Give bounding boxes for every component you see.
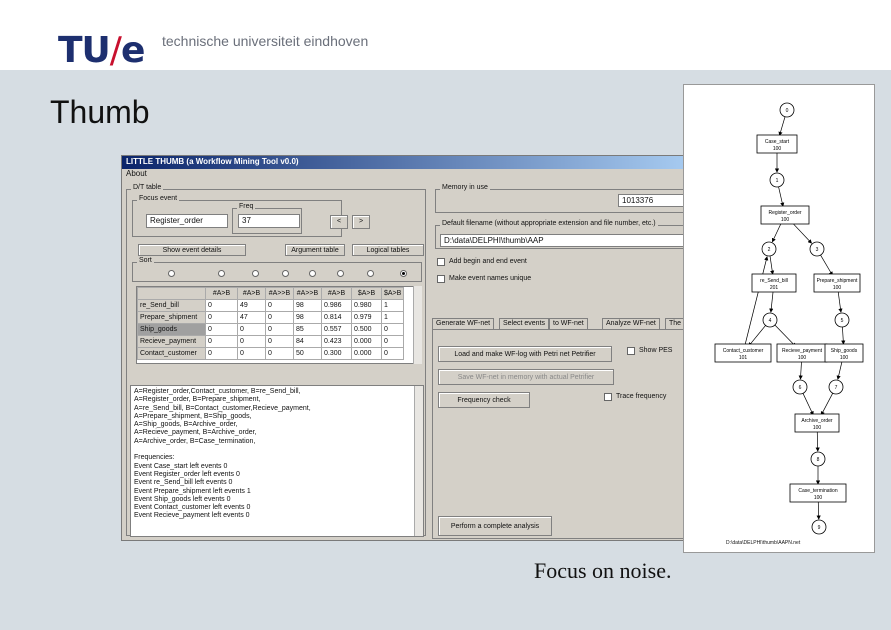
- arc: [821, 255, 833, 275]
- log-line: A=Archive_order, B=Case_termination,: [134, 437, 256, 445]
- freq-label: Freq: [239, 203, 254, 210]
- logical-tables-button[interactable]: Logical tables: [352, 244, 424, 256]
- table-cell: 0: [266, 324, 294, 336]
- table-cell: 0.300: [322, 348, 352, 360]
- focus-event-label: Focus event: [139, 195, 178, 202]
- transition-count: 100: [812, 425, 822, 431]
- add-begin-end-label: Add begin and end event: [449, 258, 527, 265]
- sort-group: [132, 257, 422, 282]
- log-line: A=Recieve_payment, B=Archive_order,: [134, 429, 257, 437]
- unique-names-label: Make event names unique: [449, 275, 532, 282]
- transition-name: Case_start: [764, 139, 790, 145]
- freq-field[interactable]: 37: [238, 214, 300, 228]
- table-column-header[interactable]: #A>B: [206, 288, 238, 300]
- default-filename-field[interactable]: D:\data\DELPHI\thumb\AAP: [440, 234, 684, 247]
- log-line: Event Contact_customer left events 0: [134, 504, 251, 512]
- show-pes-checkbox[interactable]: [627, 347, 635, 355]
- memory-label: Memory in use: [442, 184, 488, 191]
- log-line: A=re_Send_bill, B=Contact_customer,Recieve_payment,: [134, 404, 311, 412]
- sort-radio[interactable]: [400, 270, 407, 277]
- arc: [838, 292, 841, 312]
- table-cell: 98: [294, 300, 322, 312]
- table-column-header[interactable]: $A>B: [352, 288, 382, 300]
- tab[interactable]: Generate WF-net: [432, 318, 494, 329]
- place-label: 7: [834, 385, 838, 391]
- log-line: A=Ship_goods, B=Archive_order,: [134, 421, 238, 429]
- arc: [803, 393, 813, 415]
- table-row[interactable]: [138, 324, 404, 336]
- log-line: A=Register_order, B=Prepare_shipment,: [134, 396, 261, 404]
- transition-name: Archive_order: [801, 418, 833, 424]
- arc: [745, 257, 767, 345]
- table-cell: 0: [206, 348, 238, 360]
- dt-table: [137, 287, 404, 360]
- table-column-header[interactable]: #A>B: [322, 288, 352, 300]
- table-cell: 0: [206, 324, 238, 336]
- transition-name: Register_order: [768, 210, 802, 216]
- log-line: Frequencies:: [134, 454, 175, 462]
- transition-count: 100: [780, 217, 790, 223]
- table-cell: 0.423: [322, 336, 352, 348]
- arc: [772, 223, 781, 242]
- slide-caption: Focus on noise.: [534, 558, 672, 583]
- header-tagline: technische universiteit eindhoven: [162, 33, 369, 49]
- log-lines: [134, 388, 420, 521]
- place-label: 2: [767, 247, 771, 253]
- table-cell: 85: [294, 324, 322, 336]
- table-cell: 0: [382, 336, 404, 348]
- arc: [838, 362, 842, 379]
- row-header-cell: Recieve_payment: [138, 336, 206, 348]
- log-line: Event re_Send_bill left events 0: [134, 479, 233, 487]
- row-header-cell: Contact_customer: [138, 348, 206, 360]
- sort-radio[interactable]: [252, 270, 259, 277]
- sort-radio[interactable]: [282, 270, 289, 277]
- transition-count: 100: [839, 355, 849, 361]
- table-cell: 0: [266, 348, 294, 360]
- log-line: A=Register_order,Contact_customer, B=re_Send_bill,: [134, 388, 301, 395]
- sort-label: Sort: [139, 257, 152, 264]
- table-column-header[interactable]: #A>>B: [294, 288, 322, 300]
- load-make-wf-log-button[interactable]: Load and make WF-log with Petri net Petrifier: [438, 346, 612, 362]
- arc: [771, 292, 773, 312]
- table-cell: 0.500: [352, 324, 382, 336]
- table-cell: 1: [382, 312, 404, 324]
- table-column-header[interactable]: #A>>B: [266, 288, 294, 300]
- transition-name: Contact_customer: [722, 348, 764, 354]
- log-line: Event Register_order left events 0: [134, 470, 240, 478]
- dt-grid: [136, 286, 418, 364]
- table-cell: 0: [238, 324, 266, 336]
- default-filename-label: Default filename (without appropriate extension and file number, etc.): [442, 220, 656, 227]
- table-row[interactable]: [138, 348, 404, 360]
- place-label: 8: [816, 457, 820, 463]
- table-column-header[interactable]: $A>B: [382, 288, 404, 300]
- arc: [800, 362, 801, 379]
- table-row[interactable]: [138, 300, 404, 312]
- place-label: 6: [798, 385, 802, 391]
- trace-frequency-label: Trace frequency: [616, 393, 667, 400]
- table-column-header[interactable]: [138, 288, 206, 300]
- arc: [780, 117, 785, 136]
- table-column-header[interactable]: #A>B: [238, 288, 266, 300]
- row-header-cell: Ship_goods: [138, 324, 206, 336]
- place-label: 3: [815, 247, 819, 253]
- tab[interactable]: Select events: [499, 318, 549, 329]
- row-header-cell: re_Send_bill: [138, 300, 206, 312]
- sort-radio[interactable]: [367, 270, 374, 277]
- trace-frequency-checkbox[interactable]: [604, 393, 612, 401]
- log-line: Event Case_start left events 0: [134, 462, 228, 470]
- next-button[interactable]: >: [352, 215, 370, 229]
- place-label: 0: [785, 108, 789, 114]
- frequency-check-button[interactable]: Frequency check: [438, 392, 530, 408]
- log-scrollbar[interactable]: [414, 386, 423, 536]
- table-cell: 0: [206, 336, 238, 348]
- table-cell: 0: [382, 348, 404, 360]
- sort-radio[interactable]: [168, 270, 175, 277]
- place-label: 1: [775, 178, 779, 184]
- petri-net-svg: [684, 85, 874, 552]
- table-cell: 0: [266, 336, 294, 348]
- table-cell: 0.000: [352, 348, 382, 360]
- arc: [842, 327, 843, 344]
- sort-radio[interactable]: [337, 270, 344, 277]
- table-cell: 0: [238, 348, 266, 360]
- transition-count: 100: [772, 146, 782, 152]
- table-cell: 0: [382, 324, 404, 336]
- transition-count: 100: [813, 495, 823, 501]
- sort-radio[interactable]: [309, 270, 316, 277]
- arc: [779, 187, 783, 206]
- place-label: 9: [817, 525, 821, 531]
- table-cell: 50: [294, 348, 322, 360]
- menu-about[interactable]: About: [126, 169, 147, 178]
- table-row[interactable]: [138, 312, 404, 324]
- table-cell: 0: [206, 312, 238, 324]
- menu-bar: [122, 169, 685, 180]
- transition-count: 101: [738, 355, 748, 361]
- arc: [791, 222, 811, 244]
- tab[interactable]: Analyze WF-net: [602, 318, 660, 329]
- arc: [818, 502, 819, 519]
- tue-logo: TU/e: [58, 30, 145, 71]
- log-line: A=Prepare_shipment, B=Ship_goods,: [134, 412, 252, 420]
- save-wf-net-button[interactable]: Save WF-net in memory with actual Petrifier: [438, 369, 614, 385]
- memory-field: 1013376: [618, 194, 684, 207]
- tab[interactable]: The: [665, 318, 685, 329]
- arc: [770, 256, 773, 274]
- table-cell: 0.814: [322, 312, 352, 324]
- transition-count: 100: [797, 355, 807, 361]
- show-pes-label: Show PES: [639, 347, 673, 354]
- log-line: [134, 446, 420, 454]
- transition-name: Prepare_shipment: [816, 278, 858, 284]
- table-row[interactable]: [138, 336, 404, 348]
- log-text[interactable]: [130, 385, 424, 537]
- arc: [817, 432, 818, 451]
- header-bar: [0, 0, 891, 70]
- slide-title: Thumb: [50, 94, 150, 130]
- table-cell: 0: [266, 312, 294, 324]
- table-cell: 0.557: [322, 324, 352, 336]
- log-line: Event Ship_goods left events 0: [134, 495, 231, 503]
- transition-name: Ship_goods: [830, 348, 858, 354]
- table-cell: 0.980: [352, 300, 382, 312]
- sort-radio[interactable]: [218, 270, 225, 277]
- complete-analysis-button[interactable]: Perform a complete analysis: [438, 516, 552, 536]
- table-cell: 0: [238, 336, 266, 348]
- dt-table-group-label: D/T table: [133, 184, 162, 191]
- unique-names-checkbox[interactable]: [437, 275, 445, 283]
- transition-name: Case_termination: [798, 488, 838, 494]
- log-line: Event Prepare_shipment left events 1: [134, 487, 251, 495]
- place-label: 5: [840, 318, 844, 324]
- show-event-details-button[interactable]: Show event details: [138, 244, 246, 256]
- arc: [749, 325, 766, 346]
- table-cell: 47: [238, 312, 266, 324]
- table-cell: 0.986: [322, 300, 352, 312]
- graph-footer: D:\data\DELPHI\thumb\AAPN.net: [726, 540, 801, 546]
- dt-grid-scrollbar[interactable]: [413, 286, 422, 364]
- transition-name: re_Send_bill: [760, 278, 788, 284]
- focus-event-select[interactable]: Register_order: [146, 214, 228, 228]
- table-cell: 0.000: [352, 336, 382, 348]
- add-begin-end-checkbox[interactable]: [437, 258, 445, 266]
- log-line: Event Recieve_payment left events 0: [134, 512, 250, 520]
- table-cell: 84: [294, 336, 322, 348]
- row-header-cell: Prepare_shipment: [138, 312, 206, 324]
- table-cell: 0: [206, 300, 238, 312]
- prev-button[interactable]: <: [330, 215, 348, 229]
- tab[interactable]: to WF-net: [549, 318, 588, 329]
- window-title: LITTLE THUMB (a Workflow Mining Tool v0.0): [122, 156, 685, 169]
- transition-name: Recieve_payment: [781, 348, 823, 354]
- arc: [821, 393, 833, 415]
- table-cell: 1: [382, 300, 404, 312]
- argument-table-button[interactable]: Argument table: [285, 244, 345, 256]
- table-cell: 0: [266, 300, 294, 312]
- arc: [775, 325, 796, 347]
- transition-count: 100: [832, 285, 842, 291]
- place-label: 4: [768, 318, 772, 324]
- table-cell: 49: [238, 300, 266, 312]
- transition-count: 201: [769, 285, 779, 291]
- app-window: [121, 155, 686, 541]
- table-cell: 98: [294, 312, 322, 324]
- petri-net-graph: [683, 84, 875, 553]
- table-cell: 0.979: [352, 312, 382, 324]
